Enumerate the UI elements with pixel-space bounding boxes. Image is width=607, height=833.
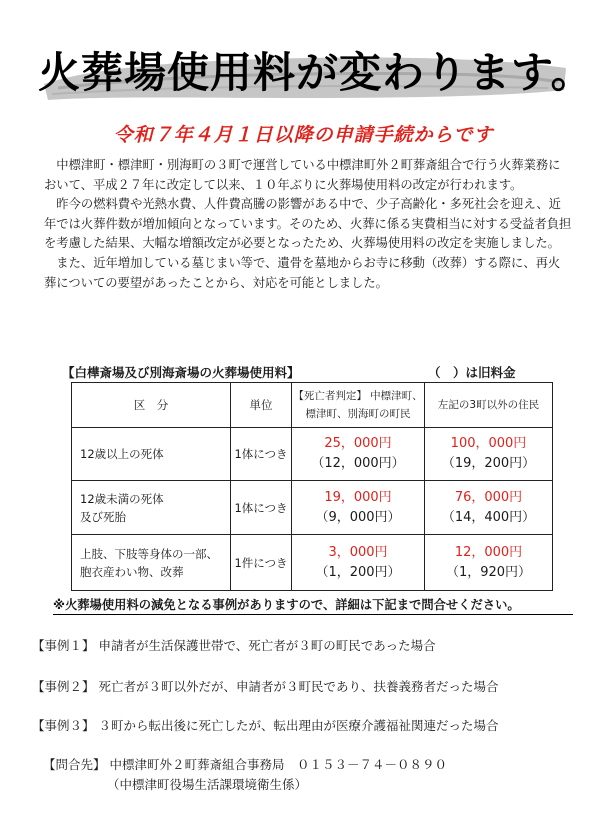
other-new-fee: 100，000円: [450, 436, 527, 451]
row-category-line1: 12歳未満の死体: [80, 491, 164, 506]
old-fee-note: （ ）は旧料金: [428, 365, 516, 380]
row-category-line2: 胞衣産わい物、改葬: [80, 564, 184, 579]
header-resident: [292, 383, 425, 428]
table-caption: 【白樺斎場及び別海斎場の火葬場使用料】: [62, 365, 300, 380]
title-banner: [38, 38, 594, 106]
intro-paragraph: 昨今の燃料費や光熱水費、人件費高騰の影響がある中で、少子高齢化・多死社会を迎え、近年では火葬件数が増加傾向となっています。そのため、火葬に係る実費相当に対する受益者負担を考慮した結果、大幅な増額改定が必要となったため、火葬場使用料の改定を実施しました。: [44, 197, 572, 251]
case-item: 【事例２】 死亡者が３町以外だが、申請者が３町民であり、扶養義務者だった場合: [32, 679, 499, 694]
row-category-line2: 及び死胎: [80, 509, 126, 524]
header-resident-line1: 【死亡者判定】 中標津町、: [293, 390, 423, 402]
row-resident-fee: [292, 481, 425, 535]
contact-department: （中標津町役場生活課環境衛生係）: [107, 777, 308, 792]
row-category-line1: 上肢、下肢等身体の一部、: [80, 546, 218, 561]
row-resident-fee: [292, 428, 425, 481]
other-new-fee: 12，000円: [454, 544, 523, 560]
row-category-line1: 12歳以上の死体: [80, 447, 164, 461]
row-other-fee: [425, 481, 553, 535]
table-header-row: [72, 383, 553, 428]
row-unit: 1体につき: [231, 481, 292, 535]
resident-new-fee: 3，000円: [328, 544, 388, 560]
row-category: [72, 481, 231, 535]
contact-info: [43, 755, 447, 795]
table-row: [72, 535, 553, 591]
table-row: [72, 428, 553, 481]
row-resident-fee: [292, 535, 425, 591]
intro-text: [44, 156, 572, 293]
case-item: 【事例１】 申請者が生活保護世帯で、死亡者が３町の町民であった場合: [32, 638, 436, 653]
other-old-fee: （14，400円）: [441, 509, 536, 525]
row-other-fee: [425, 535, 553, 591]
effective-date-subtitle: 令和７年４月１日以降の申請手続からです: [113, 124, 494, 146]
table-row: [72, 481, 553, 535]
intro-paragraph: また、近年増加している墓じまい等で、遺骨を墓地からお寺に移動（改葬）する際に、再火葬についての要望があったことから、対応を可能としました。: [44, 255, 561, 290]
row-other-fee: [425, 428, 553, 481]
resident-old-fee: （9，000円）: [315, 509, 401, 525]
header-other: 左記の3町以外の住民: [425, 383, 553, 428]
row-category: [72, 535, 231, 591]
row-unit: 1件につき: [231, 535, 292, 591]
intro-paragraph: 中標津町・標津町・別海町の３町で運営している中標津町外２町葬斎組合で行う火葬業務において、平成２７年に改定して以来、１０年ぶりに火葬場使用料の改定が行われます。: [44, 158, 561, 192]
row-unit: 1体につき: [231, 428, 292, 481]
exemption-notice: ※火葬場使用料の減免となる事例がありますので、詳細は下記まで問合せください。: [53, 595, 573, 615]
table-header-line: [62, 363, 552, 383]
page-title: 火葬場使用料が変わります。: [38, 48, 594, 97]
other-old-fee: （19，200円）: [441, 456, 536, 471]
header-resident-line2: 標津町、別海町の町民: [305, 408, 411, 420]
other-new-fee: 76，000円: [454, 489, 523, 505]
contact-line: 【問合先】 中標津町外２町葬斎組合事務局 ０１５３－７４－０８９０: [43, 757, 447, 772]
header-category: 区 分: [72, 383, 231, 428]
case-item: 【事例３】 ３町から転出後に死亡したが、転出理由が医療介護福祉関連だった場合: [32, 718, 499, 733]
row-category: [72, 428, 231, 481]
fee-table: [71, 382, 553, 591]
resident-old-fee: （1，200円）: [315, 564, 401, 580]
header-unit: 単位: [231, 383, 292, 428]
other-old-fee: （1，920円）: [445, 564, 532, 580]
resident-new-fee: 25，000円: [324, 436, 392, 451]
resident-old-fee: （12，000円）: [311, 456, 405, 471]
resident-new-fee: 19，000円: [324, 489, 392, 505]
